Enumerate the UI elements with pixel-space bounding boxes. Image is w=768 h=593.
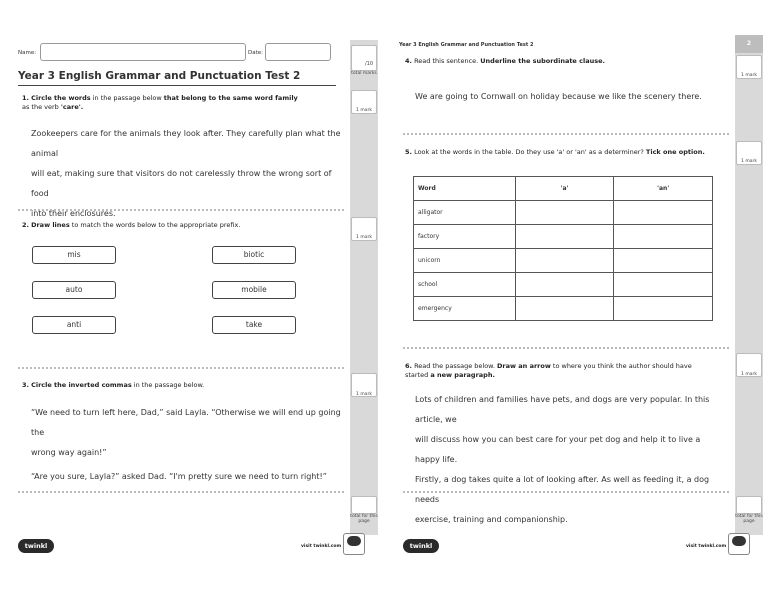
divider — [403, 347, 729, 349]
table-row — [414, 201, 713, 225]
q4-mark-label: 1 mark — [741, 73, 757, 78]
name-field[interactable] — [40, 43, 246, 61]
tick-cell-an[interactable] — [614, 249, 713, 273]
tick-cell-an[interactable] — [614, 273, 713, 297]
word-cell: alligator — [414, 201, 516, 225]
q1-mark-label: 1 mark — [356, 108, 372, 113]
document-header: Year 3 English Grammar and Punctuation Test 2 — [399, 42, 534, 48]
total-marks-box[interactable] — [351, 45, 377, 71]
q3-mark-label: 1 mark — [356, 392, 372, 397]
page-total-label: total for this page — [350, 514, 378, 524]
tick-cell-a[interactable] — [515, 225, 614, 249]
table-row — [414, 273, 713, 297]
right-page — [395, 35, 763, 555]
title-rule — [18, 85, 336, 86]
total-marks-label: total marks — [351, 71, 377, 76]
visit-text: visit twinkl.com — [686, 544, 727, 549]
q6-mark-label: 1 mark — [741, 372, 757, 377]
tick-cell-an[interactable] — [614, 297, 713, 321]
table-row — [414, 297, 713, 321]
page-total-box[interactable] — [351, 496, 377, 514]
tick-cell-a[interactable] — [515, 273, 614, 297]
divider — [403, 491, 729, 493]
table-row — [414, 225, 713, 249]
determiner-table — [413, 176, 713, 321]
word-box[interactable]: take — [212, 316, 296, 334]
tick-cell-an[interactable] — [614, 201, 713, 225]
q3-instruction: 3. Circle the inverted commas in the passage below. — [22, 381, 205, 389]
divider — [18, 491, 344, 493]
word-cell: factory — [414, 225, 516, 249]
q2-instruction: 2. Draw lines to match the words below to the appropriate prefix. — [22, 221, 241, 229]
date-label: Date: — [248, 50, 263, 56]
word-cell: school — [414, 273, 516, 297]
marks-margin — [350, 40, 378, 535]
name-label: Name: — [18, 50, 37, 56]
badge-icon — [728, 533, 750, 555]
q2-mark-label: 1 mark — [356, 235, 372, 240]
q6-passage: Lots of children and families have pets, and dogs are very popular. In this article, we will discuss how you can best care for your pet dog and help it to live a happy life. Firstly, a dog takes quite a lot of looking after. As well as feeding it, a dog needs exercise, training and companionship. — [415, 395, 710, 524]
page-title: Year 3 English Grammar and Punctuation Test 2 — [18, 70, 301, 82]
word-cell: unicorn — [414, 249, 516, 273]
marks-margin — [735, 53, 763, 535]
q4-instruction: 4. Read this sentence. Underline the subordinate clause. — [405, 57, 605, 65]
divider — [403, 133, 729, 135]
prefix-box[interactable]: auto — [32, 281, 116, 299]
divider — [18, 209, 344, 211]
word-box[interactable]: biotic — [212, 246, 296, 264]
left-page — [10, 35, 378, 555]
page-total-box[interactable] — [736, 496, 762, 514]
q3-passage: “We need to turn left here, Dad,” said Layla. “Otherwise we will end up going the wrong way again!” “Are you sure, Layla?” asked Dad. “I'm pretty sure we need to turn right!” — [31, 408, 341, 481]
word-cell: emergency — [414, 297, 516, 321]
tick-cell-an[interactable] — [614, 225, 713, 249]
twinkl-logo: twinkl — [403, 539, 439, 553]
prefix-box[interactable]: mis — [32, 246, 116, 264]
table-header: Word — [414, 177, 516, 201]
table-header-row — [414, 177, 713, 201]
q4-sentence: We are going to Cornwall on holiday because we like the scenery there. — [415, 92, 702, 101]
page-total-label: total for this page — [735, 514, 763, 524]
q5-mark-label: 1 mark — [741, 159, 757, 164]
date-field[interactable] — [265, 43, 331, 61]
twinkl-logo: twinkl — [18, 539, 54, 553]
page-number: 2 — [735, 35, 763, 53]
word-box[interactable]: mobile — [212, 281, 296, 299]
tick-cell-a[interactable] — [515, 249, 614, 273]
table-row — [414, 249, 713, 273]
visit-text: visit twinkl.com — [301, 544, 342, 549]
tick-cell-a[interactable] — [515, 201, 614, 225]
table-header: 'a' — [515, 177, 614, 201]
divider — [18, 367, 344, 369]
table-header: 'an' — [614, 177, 713, 201]
q6-instruction: 6. Read the passage below. Draw an arrow to where you think the author should have started a new paragraph. — [405, 362, 692, 379]
q5-instruction: 5. Look at the words in the table. Do they use 'a' or 'an' as a determiner? Tick one option. — [405, 148, 705, 156]
q1-instruction: 1. Circle the words in the passage below that belong to the same word family as the verb 'care'. — [22, 94, 298, 111]
prefix-box[interactable]: anti — [32, 316, 116, 334]
q1-passage: Zookeepers care for the animals they look after. They carefully plan what the animal will eat, making sure that visitors do not carelessly throw the wrong sort of food into their enclosures. — [31, 129, 341, 218]
badge-icon — [343, 533, 365, 555]
total-marks-value: /10 — [364, 61, 373, 67]
tick-cell-a[interactable] — [515, 297, 614, 321]
